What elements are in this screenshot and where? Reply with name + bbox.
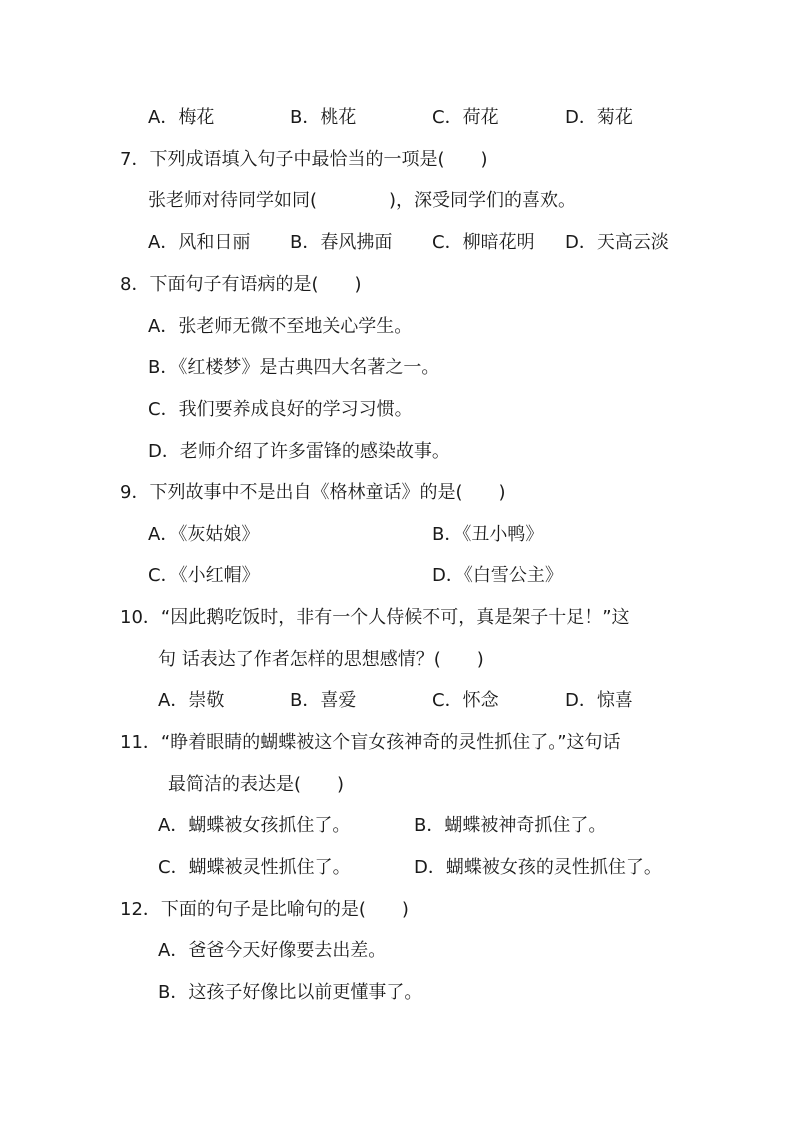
q10-option-a: A．崇敬 <box>158 690 225 711</box>
q7-option-d: D．天高云淡 <box>565 232 669 253</box>
q11-option-b: B．蝴蝶被神奇抓住了。 <box>414 815 607 836</box>
q11-stem-line1: 11．“睁着眼睛的蝴蝶被这个盲女孩神奇的灵性抓住了。”这句话 <box>120 732 621 753</box>
q11-option-d: D．蝴蝶被女孩的灵性抓住了。 <box>414 857 662 878</box>
q11-option-a: A．蝴蝶被女孩抓住了。 <box>158 815 351 836</box>
q8-option-d: D．老师介绍了许多雷锋的感染故事。 <box>148 441 450 462</box>
q6-option-c: C．荷花 <box>432 107 499 128</box>
q10-option-b: B．喜爱 <box>290 690 357 711</box>
q6-option-b: B．桃花 <box>290 107 357 128</box>
q6-option-a: A．梅花 <box>148 107 215 128</box>
q8-option-c: C．我们要养成良好的学习习惯。 <box>148 399 413 420</box>
q7-stem: 7．下列成语填入句子中最恰当的一项是( ) <box>120 149 488 170</box>
q9-stem: 9．下列故事中不是出自《格林童话》的是( ) <box>120 482 506 503</box>
q7-sentence: 张老师对待同学如同( )，深受同学们的喜欢。 <box>148 190 577 211</box>
q8-stem: 8．下面句子有语病的是( ) <box>120 274 362 295</box>
q10-stem-line1: 10．“因此鹅吃饭时，非有一个人侍候不可，真是架子十足！”这 <box>120 607 630 628</box>
q9-option-d: D．《白雪公主》 <box>432 565 563 586</box>
q12-option-a: A．爸爸今天好像要去出差。 <box>158 940 387 961</box>
q8-option-b: B．《红楼梦》是古典四大名著之一。 <box>148 357 440 378</box>
q7-option-b: B．春风拂面 <box>290 232 393 253</box>
q9-option-b: B．《丑小鸭》 <box>432 524 544 545</box>
q6-option-d: D．菊花 <box>565 107 633 128</box>
q7-option-c: C．柳暗花明 <box>432 232 535 253</box>
q11-option-c: C．蝴蝶被灵性抓住了。 <box>158 857 351 878</box>
q7-option-a: A．风和日丽 <box>148 232 251 253</box>
q10-stem-line2: 句 话表达了作者怎样的思想感情？( ) <box>158 649 484 670</box>
q9-option-c: C．《小红帽》 <box>148 565 260 586</box>
q9-option-a: A．《灰姑娘》 <box>148 524 260 545</box>
q12-option-b: B．这孩子好像比以前更懂事了。 <box>158 982 423 1003</box>
q10-option-d: D．惊喜 <box>565 690 633 711</box>
q8-option-a: A．张老师无微不至地关心学生。 <box>148 316 413 337</box>
q12-stem: 12．下面的句子是比喻句的是( ) <box>120 899 409 920</box>
q11-stem-line2: 最简洁的表达是( ) <box>168 774 345 795</box>
q10-option-c: C．怀念 <box>432 690 499 711</box>
